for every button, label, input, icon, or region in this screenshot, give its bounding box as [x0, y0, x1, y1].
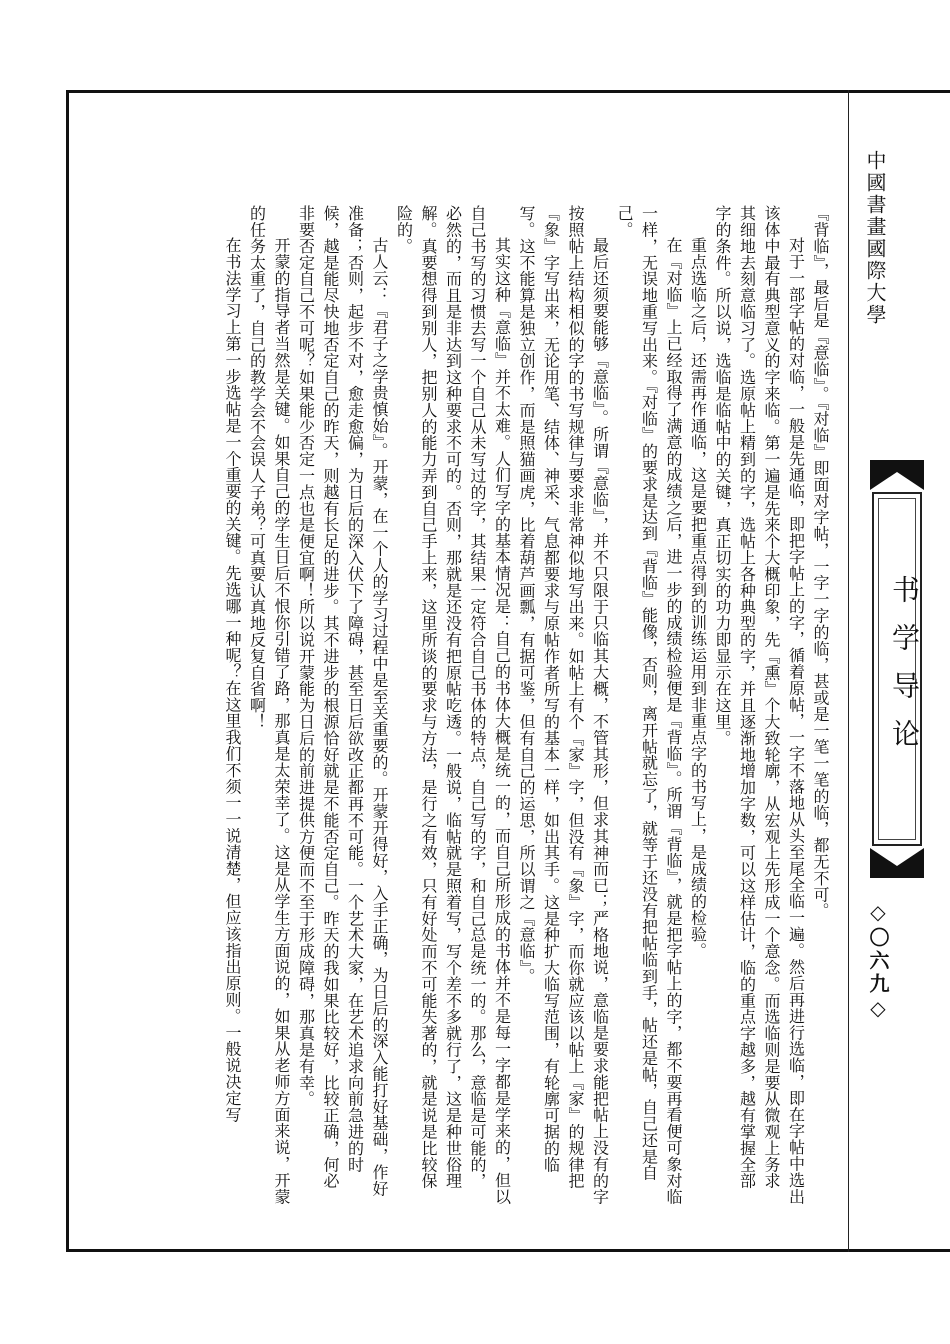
paragraph: 在书法学习上第一步选帖是一个重要的关键。先选哪一种呢？在这里我们不须一一说清楚，但应该指出原则。一般说决定写	[223, 237, 242, 1123]
paragraph: 开蒙的指导者当然是关键。如果自己的学生日后不恨你引错了路，那真是太荣幸了。这是从学生方面说的，如果从老师方面来说，开蒙的任务太重了，自己的教学会不会误人子弟？可真要认真地反复自省啊！	[247, 205, 291, 1205]
paragraph: 『背临』，最后是『意临』。『对临』即面对字帖，一字一字的临，甚或是一笔一笔的临，都无不可。	[811, 205, 830, 919]
paragraph: 重点选临之后，还需再作通临，这是要把重点得到的训练运用到非重点字的书写上，是成绩的检验。	[688, 237, 708, 959]
paragraph: 其实这种『意临』并不太难。人们写字的基本情况是：自己的书体大概是统一的，而自己所形成的书体并不是每一字都是学来的，但以自己书写的习惯去写一个自己从未写过的字，其结果一定符合自己书体的特点，自己写的字，和自己总是统一的。那么，意临是可能的，必然的，而且是非达到这种要求不可的。否则，那就是还没有把原帖吃透。一般说，临帖就是照着写，写个差不多就行了，这是种世俗理解。真要想得到别人，把别人的能力弄到自己手上来，这里所谈的要求与方法，是行之有效，只有好处而不可能失著的，就是说是比较保险的。	[394, 205, 512, 1205]
page-number: ◇〇六九◇	[866, 900, 890, 1023]
margin-rule	[848, 90, 849, 1252]
paragraph: 最后还须要能够『意临』。所谓『意临』，并不只限于只临其大概，不管其形，但求其神而已；严格地说，意临是要求能把帖上没有的字按照帖上结构相似的字的书写规律与要求非常神似地写出来。如帖上有个『家』字，但没有『象』字，而你就应该以帖上『家』的规律把『象』字写出来，无论用笔、结体、神采、气息都要求与原帖作者所写的基本一样，如出其手。这是种扩大临写范围，有轮廓可据的临写。这不能算是独立创作，而是照猫画虎，比着葫芦画瓢，有据可鉴，但有自己的运思，所以谓之『意临』。	[517, 205, 610, 1205]
section-title: 书学导论	[888, 575, 921, 767]
paragraph: 在『对临』上已经取得了满意的成绩之后，进一步的成绩检验便是『背临』。所谓『背临』，就是把字帖上的字，都不要再看便可象对临一样，无误地重写出来。『对临』的要求是达到『背临』能像，否则，离开帖就忘了，就等于还没有把帖临到手，帖还是帖，自己还是自己。	[615, 205, 683, 1205]
journal-name: 中國書畫國際大學	[863, 150, 887, 326]
body-text	[112, 205, 832, 1205]
paragraph: 古人云：『君子之学贵慎始』。开蒙，在一个人的学习过程中是至关重要的。开蒙开得好，入手正确，为日后的深入能打好基础，作好准备；否则，起步不对，愈走愈偏，为日后的深入伏下了障碍，甚至日后欲改正都再不可能。一个艺术大家，在艺术追求向前急进的时候，越是能尽快地否定自己的昨天，则越有长足的进步。其不进步的根源恰好就是不能否定自己。昨天的我如果比较好，比较正确，何必非要否定自己不可呢？如果能少否定一点也是便宜啊！所以说开蒙能为日后的前进提供方便而不至于形成障碍，那真是有幸。	[296, 205, 389, 1197]
paragraph: 对于一部字帖的对临，一般是先通临，即把字帖上的字，循着原帖，一字不落地从头至尾全临一遍。然后再进行选临，即在字帖中选出该体中最有典型意义的字来临。第一遍是先来个大概印象，先『熏』个大致轮廓，从宏观上先形成一个意念。而选临则是要从微观上务求其细地去刻意临习了。选原帖上精到的字，选帖上各种典型的字，并且逐渐地增加字数，可以这样估计，临的重点字越多，越有掌握全部字的条件。所以说，选临是临帖中的关键，真正切实的功力即显示在这里。	[713, 205, 806, 1205]
